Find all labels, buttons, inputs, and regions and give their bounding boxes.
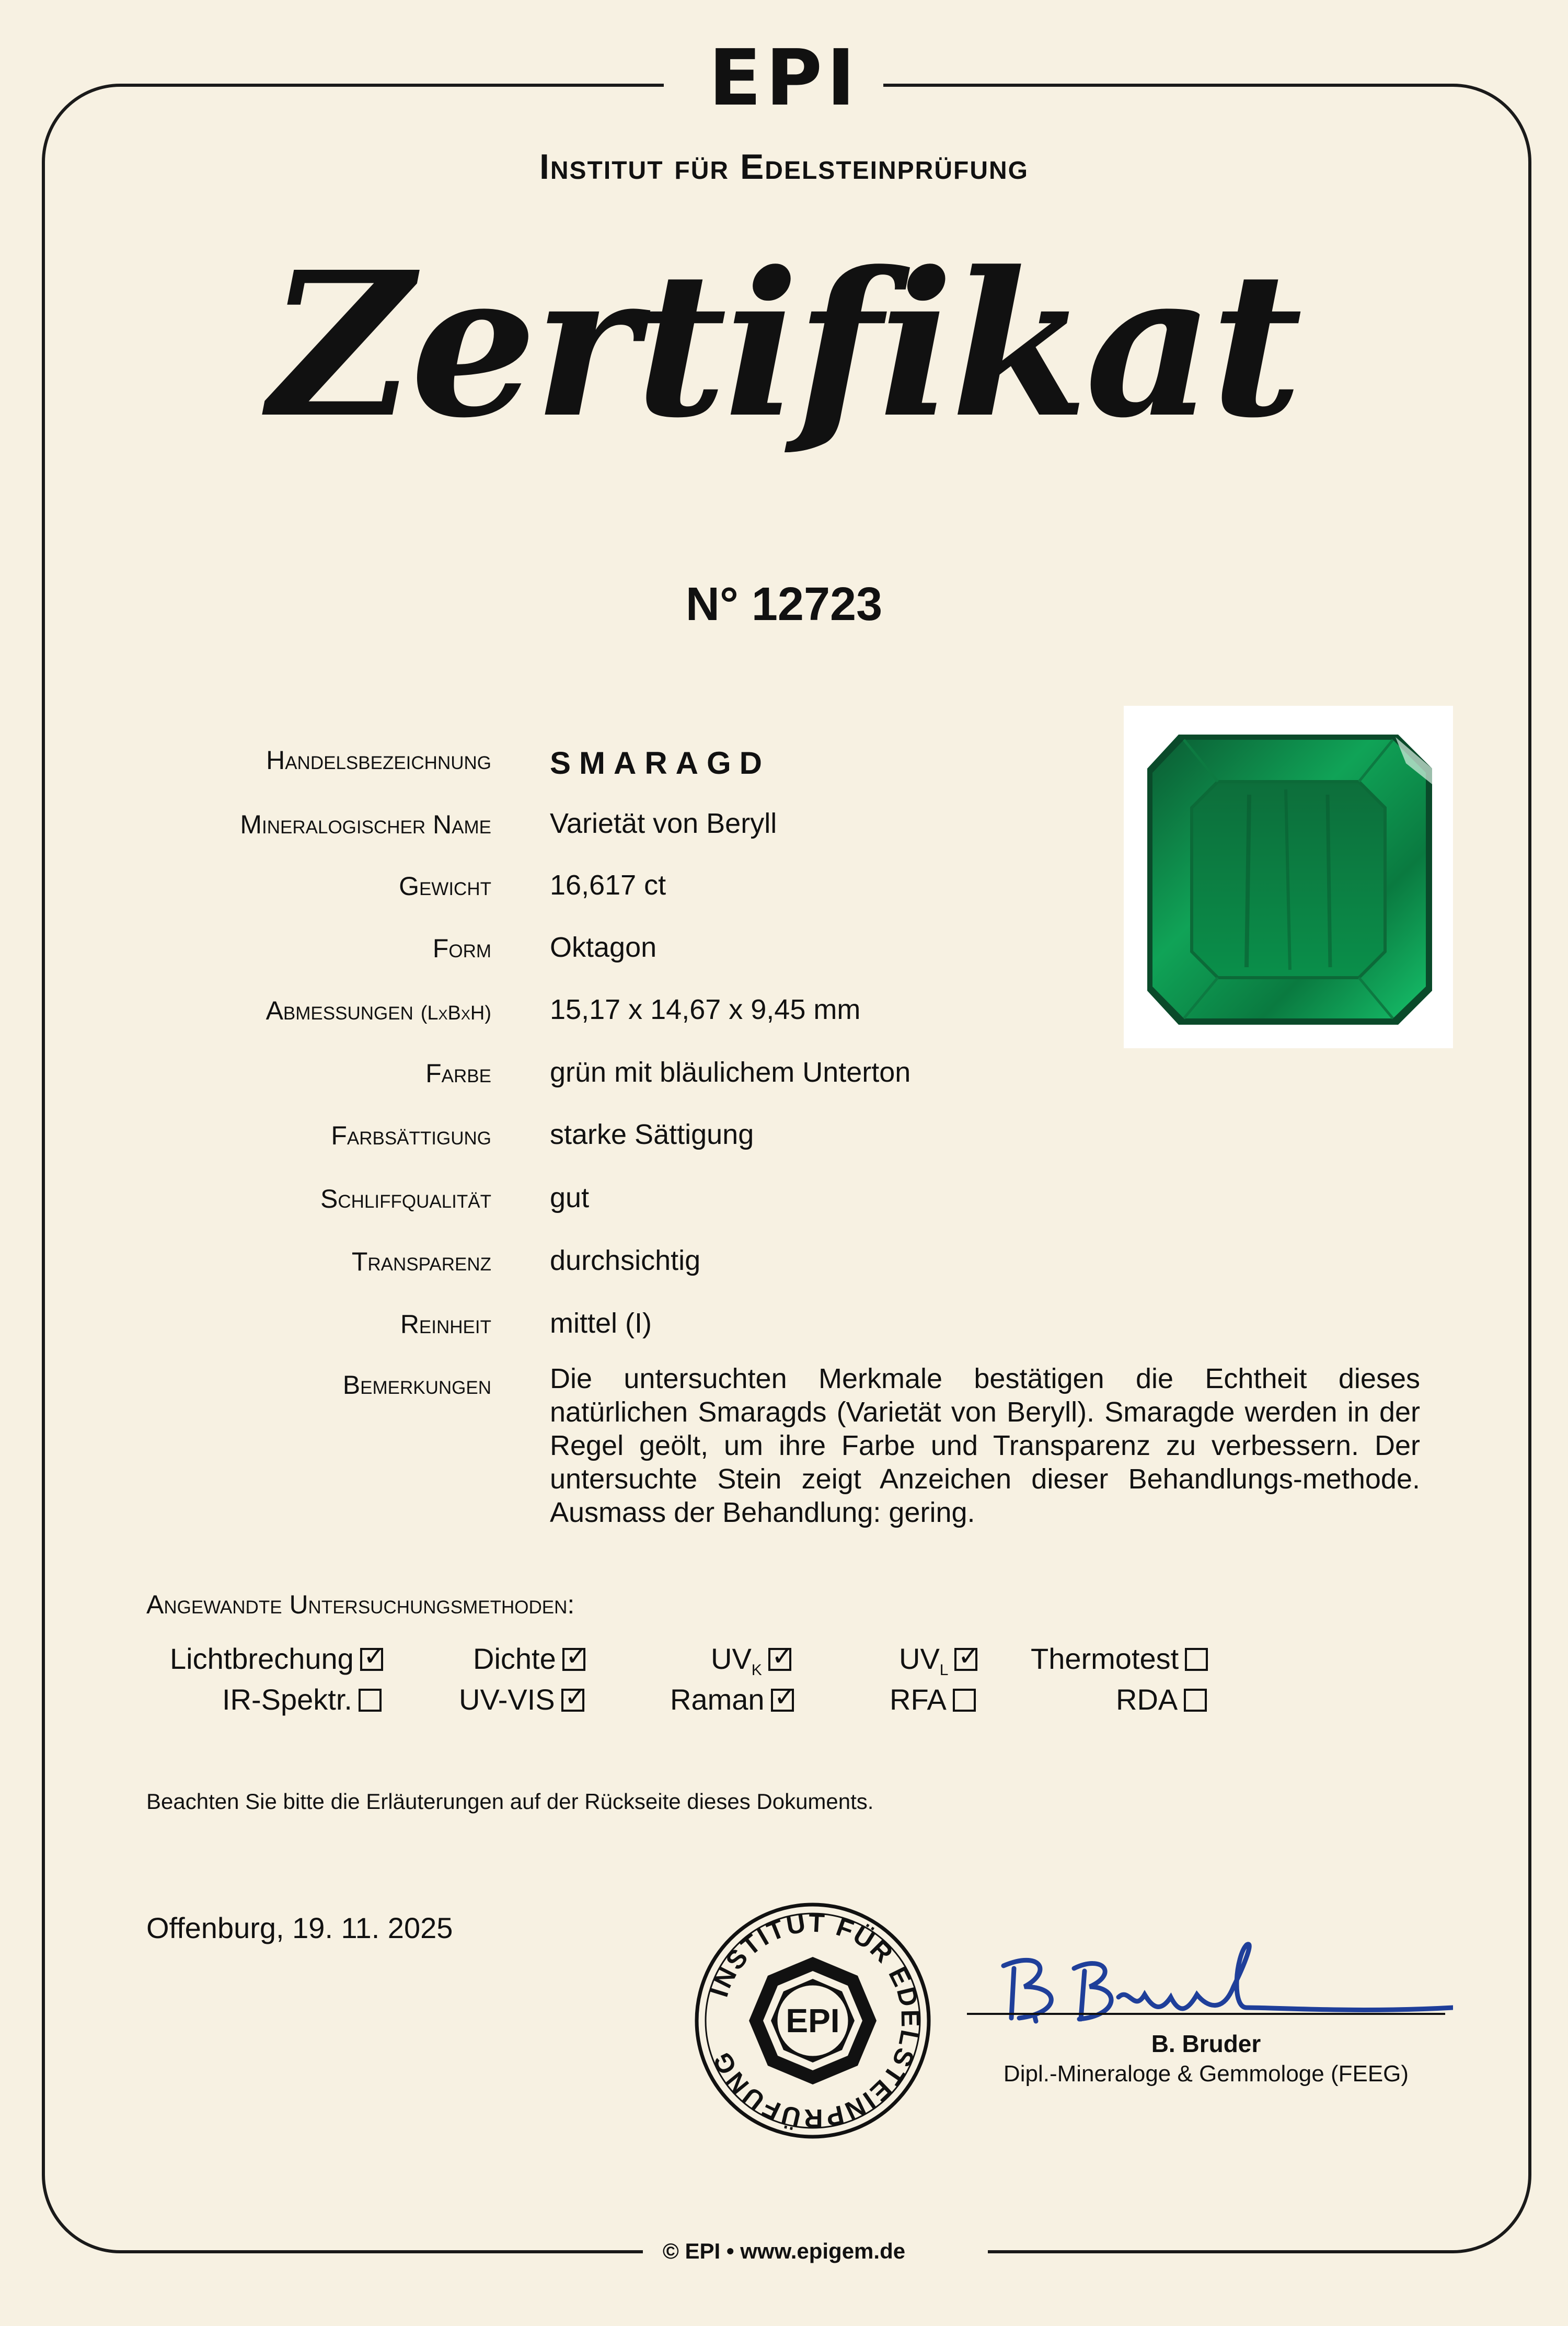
checkbox-thermotest [1185, 1648, 1208, 1671]
label-dimensions-suffix: (LxBxH) [420, 1002, 491, 1024]
value-transparency: durchsichtig [550, 1245, 701, 1276]
method-raman [670, 1682, 794, 1716]
signature-line [967, 2013, 1445, 2015]
checkbox-dichte [562, 1648, 585, 1671]
value-color: grün mit bläulichem Unterton [550, 1057, 911, 1088]
method-uvl [899, 1642, 977, 1679]
label-dimensions [266, 995, 491, 1026]
label-remarks: Bemerkungen [342, 1370, 491, 1400]
label-dimensions-text: Abmessungen [266, 996, 413, 1025]
checkbox-uv-vis [561, 1689, 584, 1712]
method-lichtbrechung-label: Lichtbrechung [170, 1642, 354, 1675]
signatory-name: B. Bruder [1151, 2030, 1261, 2057]
remarks-text: Die untersuchten Merkmale bestätigen die Echtheit dieses natürlichen Smaragds (Varietät von Beryll). Smaragde werden in der Regel geölt, um ihre Farbe und Transparenz zu verbessern. Der untersuchte Stein zeigt Anzeichen dieser Behandlungs-methode. Ausmass der Behandlung: gering. [550, 1363, 1420, 1528]
epi-logo: EPI [708, 33, 860, 123]
method-uv-vis [459, 1682, 584, 1716]
methods-title: Angewandte Untersuchungsmethoden: [146, 1590, 575, 1619]
handwritten-signature [962, 1929, 1453, 2039]
value-saturation: starke Sättigung [550, 1119, 754, 1150]
value-mineralogical-name: Varietät von Beryll [550, 808, 777, 839]
seal-ring-text: INSTITUT FÜR EDELSTEINPRÜFUNG [704, 1908, 926, 2134]
label-mineralogical-name: Mineralogischer Name [240, 810, 491, 839]
label-saturation: Farbsättigung [331, 1121, 491, 1150]
label-transparency: Transparenz [351, 1247, 491, 1276]
label-weight: Gewicht [399, 872, 491, 901]
method-ir-spektr-label: IR-Spektr. [222, 1683, 352, 1716]
certificate-number: N° 12723 [685, 578, 883, 631]
method-thermotest [1031, 1642, 1208, 1676]
back-side-note: Beachten Sie bitte die Erläuterungen auf der Rückseite dieses Dokuments. [146, 1789, 874, 1814]
method-lichtbrechung [170, 1642, 383, 1676]
value-cut-quality: gut [550, 1182, 590, 1213]
method-dichte [473, 1642, 585, 1676]
method-uvl-label: UV [899, 1642, 940, 1675]
method-uvk [711, 1642, 791, 1679]
certificate-title: Zertifikat [268, 228, 1300, 462]
checkbox-lichtbrechung [360, 1648, 383, 1671]
value-weight: 16,617 ct [550, 869, 666, 901]
method-ir-spektr [222, 1682, 382, 1716]
value-form: Oktagon [550, 932, 657, 963]
method-uv-vis-label: UV-VIS [459, 1683, 555, 1716]
method-raman-label: Raman [670, 1683, 765, 1716]
checkbox-rda [1184, 1689, 1207, 1712]
checkbox-uvk [768, 1648, 791, 1671]
label-color: Farbe [425, 1059, 491, 1088]
checkbox-ir-spektr [359, 1689, 382, 1712]
checkbox-rfa [953, 1689, 976, 1712]
emerald-illustration [1124, 706, 1453, 1048]
value-dimensions: 15,17 x 14,67 x 9,45 mm [550, 994, 861, 1025]
method-uvk-sub: K [751, 1662, 762, 1679]
label-form: Form [432, 934, 491, 963]
epi-seal [693, 1900, 933, 2141]
method-rda [1116, 1682, 1207, 1716]
checkbox-raman [771, 1689, 794, 1712]
institute-name: Institut für Edelsteinprüfung [539, 147, 1029, 187]
label-trade-name: Handelsbezeichnung [266, 746, 491, 775]
value-trade-name: SMARAGD [550, 746, 770, 781]
seal-center-text: EPI [786, 2002, 840, 2039]
method-rfa-label: RFA [890, 1683, 947, 1716]
emerald-photo [1124, 706, 1453, 1048]
place-date: Offenburg, 19. 11. 2025 [146, 1911, 453, 1944]
value-clarity: mittel (I) [550, 1308, 652, 1339]
footer-copyright: © EPI • www.epigem.de [662, 2239, 906, 2263]
checkbox-uvl [954, 1648, 977, 1671]
method-rda-label: RDA [1116, 1683, 1178, 1716]
signatory-role: Dipl.-Mineraloge & Gemmologe (FEEG) [1003, 2061, 1409, 2087]
method-dichte-label: Dichte [473, 1642, 556, 1675]
method-rfa [890, 1682, 976, 1716]
label-cut-quality: Schliffqualität [320, 1184, 491, 1213]
method-uvl-sub: L [939, 1662, 949, 1679]
label-clarity: Reinheit [400, 1310, 491, 1339]
method-thermotest-label: Thermotest [1031, 1642, 1179, 1675]
method-uvk-label: UV [711, 1642, 752, 1675]
